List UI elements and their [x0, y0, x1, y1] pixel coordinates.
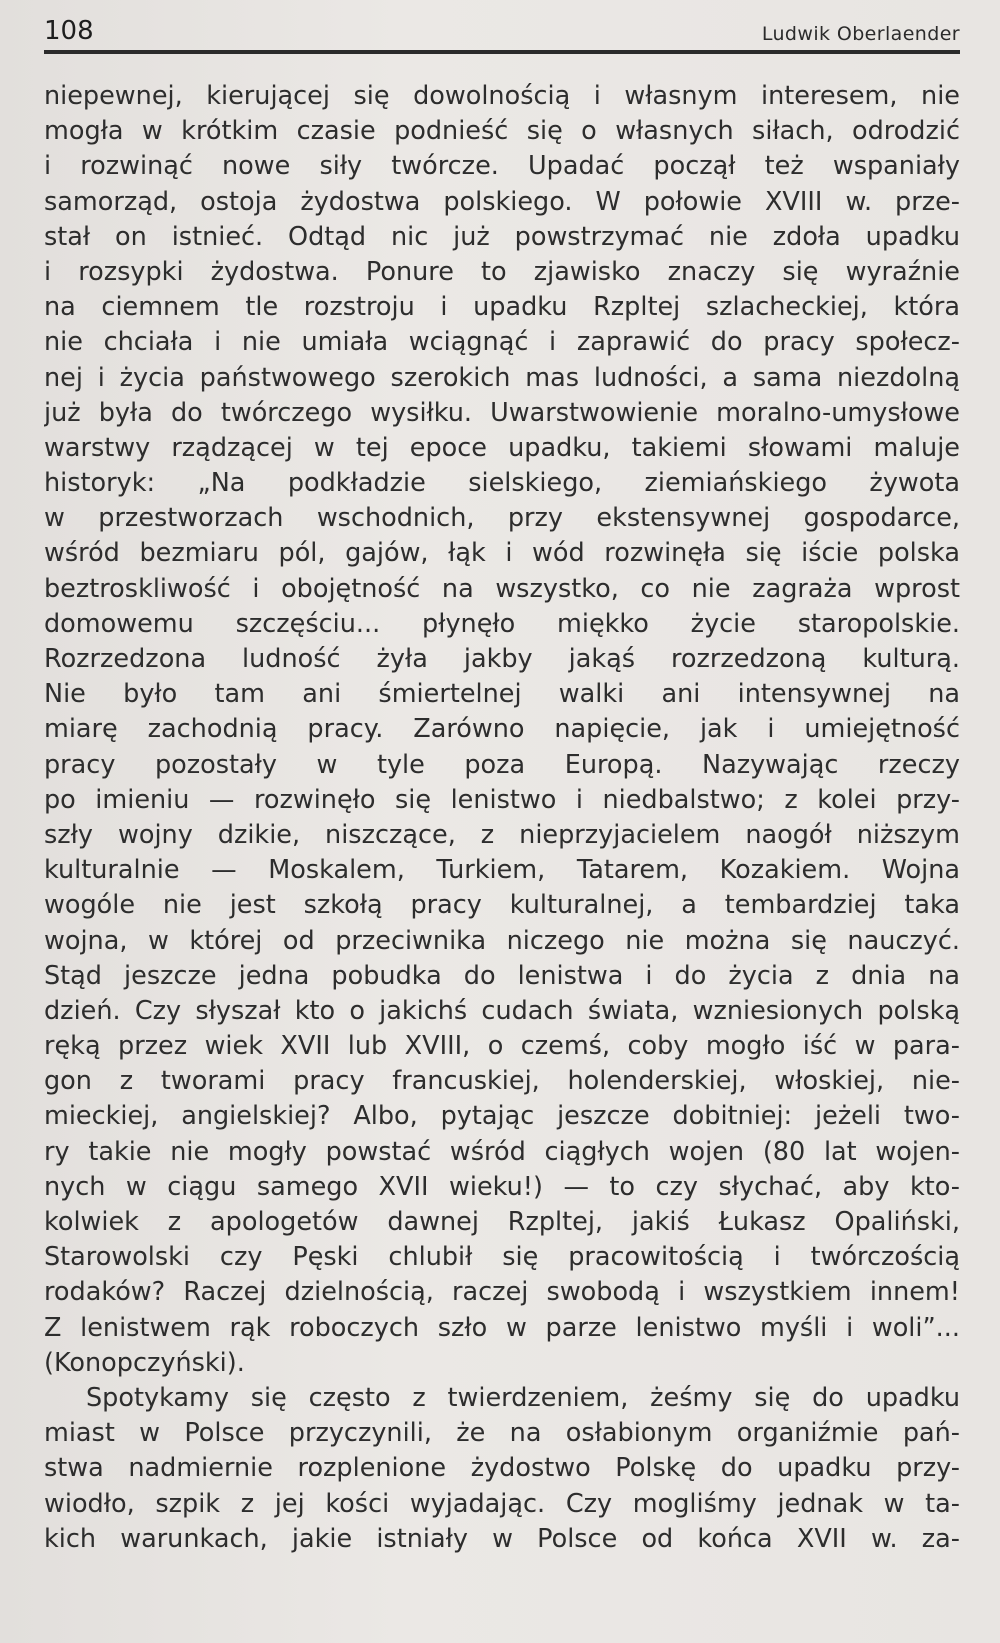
text-line: stwa nadmiernie rozplenione żydostwo Polskę do upadku przy- — [44, 1453, 960, 1484]
text-line: stał on istnieć. Odtąd nic już powstrzymać nie zdoła upadku — [44, 221, 960, 252]
text-line: beztroskliwość i obojętność na wszystko, co nie zagraża wprost — [44, 573, 960, 604]
text-line: kolwiek z apologetów dawnej Rzpltej, jakiś Łukasz Opaliński, — [44, 1207, 960, 1237]
text-line: mogła w krótkim czasie podnieść się o własnych siłach, odrodzić — [44, 116, 960, 147]
text-line: nej i życia państwowego szerokich mas ludności, a sama niezdolną — [44, 362, 960, 393]
text-line: na ciemnem tle rozstroju i upadku Rzpltej szlacheckiej, która — [44, 292, 960, 323]
text-line: ry takie nie mogły powstać wśród ciągłych wojen (80 lat wojen- — [44, 1136, 960, 1167]
text-line: miast w Polsce przyczynili, że na osłabionym organiźmie pań- — [44, 1418, 960, 1449]
text-line: Rozrzedzona ludność żyła jakby jakąś rozrzedzoną kulturą. — [44, 644, 960, 674]
text-line: nie chciała i nie umiała wciągnąć i zaprawić do pracy społecz- — [44, 327, 960, 358]
running-head: Ludwik Oberlaender — [761, 23, 960, 45]
text-line: i rozsypki żydostwa. Ponure to zjawisko znaczy się wyraźnie — [44, 256, 960, 287]
text-line: Stąd jeszcze jedna pobudka do lenistwa i do życia z dnia na — [44, 960, 960, 991]
text-line: po imieniu — rozwinęło się lenistwo i niedbalstwo; z kolei przy- — [44, 784, 960, 815]
text-line: wogóle nie jest szkołą pracy kulturalnej, a tembardziej taka — [44, 890, 960, 921]
text-line: Z lenistwem rąk roboczych szło w parze lenistwo myśli i woli”... — [44, 1312, 960, 1343]
header-rule — [44, 50, 960, 54]
page-number: 108 — [44, 16, 94, 46]
text-line: niepewnej, kierującej się dowolnością i własnym interesem, nie — [44, 81, 960, 111]
text-line: wiodło, szpik z jej kości wyjadając. Czy mogliśmy jednak w ta- — [44, 1488, 960, 1519]
text-line: szły wojny dzikie, niszczące, z nieprzyjacielem naogół niższym — [44, 819, 960, 850]
text-line: Spotykamy się często z twierdzeniem, żeśmy się do upadku — [86, 1382, 960, 1413]
text-line: rodaków? Raczej dzielnością, raczej swobodą i wszystkiem innem! — [44, 1277, 960, 1308]
body-text — [44, 79, 960, 1557]
text-line: wojna, w której od przeciwnika niczego nie można się nauczyć. — [44, 925, 960, 956]
text-line: mieckiej, angielskiej? Albo, pytając jeszcze dobitniej: jeżeli two- — [44, 1101, 960, 1132]
text-line: kich warunkach, jakie istniały w Polsce od końca XVII w. za- — [44, 1523, 960, 1554]
text-line: warstwy rządzącej w tej epoce upadku, takiemi słowami maluje — [44, 432, 960, 463]
text-line: gon z tworami pracy francuskiej, holenderskiej, włoskiej, nie- — [44, 1066, 960, 1097]
text-line: wśród bezmiaru pól, gajów, łąk i wód rozwinęła się iście polska — [44, 538, 960, 569]
text-line: kulturalnie — Moskalem, Turkiem, Tatarem, Kozakiem. Wojna — [44, 855, 960, 886]
text-line: już była do twórczego wysiłku. Uwarstwowienie moralno-umysłowe — [44, 397, 960, 428]
text-line: miarę zachodnią pracy. Zarówno napięcie, jak i umiejętność — [44, 714, 960, 745]
text-line: pracy pozostały w tyle poza Europą. Nazywając rzeczy — [44, 749, 960, 780]
text-line: i rozwinąć nowe siły twórcze. Upadać począł też wspaniały — [44, 151, 960, 182]
text-line: Starowolski czy Pęski chlubił się pracowitością i twórczością — [44, 1242, 960, 1273]
text-line: domowemu szczęściu... płynęło miękko życie staropolskie. — [44, 608, 960, 639]
page-header — [44, 14, 960, 48]
text-line: historyk: „Na podkładzie sielskiego, ziemiańskiego żywota — [44, 468, 960, 499]
text-line: samorząd, ostoja żydostwa polskiego. W połowie XVIII w. prze- — [44, 186, 960, 217]
text-line: dzień. Czy słyszał kto o jakichś cudach świata, wzniesionych polską — [44, 995, 960, 1026]
text-line: ręką przez wiek XVII lub XVIII, o czemś, coby mogło iść w para- — [44, 1031, 960, 1062]
text-line: nych w ciągu samego XVII wieku!) — to czy słychać, aby kto- — [44, 1171, 960, 1202]
text-line: w przestworzach wschodnich, przy ekstensywnej gospodarce, — [44, 503, 960, 534]
text-line: Nie było tam ani śmiertelnej walki ani intensywnej na — [44, 679, 960, 710]
text-line: (Konopczyński). — [44, 1347, 245, 1378]
